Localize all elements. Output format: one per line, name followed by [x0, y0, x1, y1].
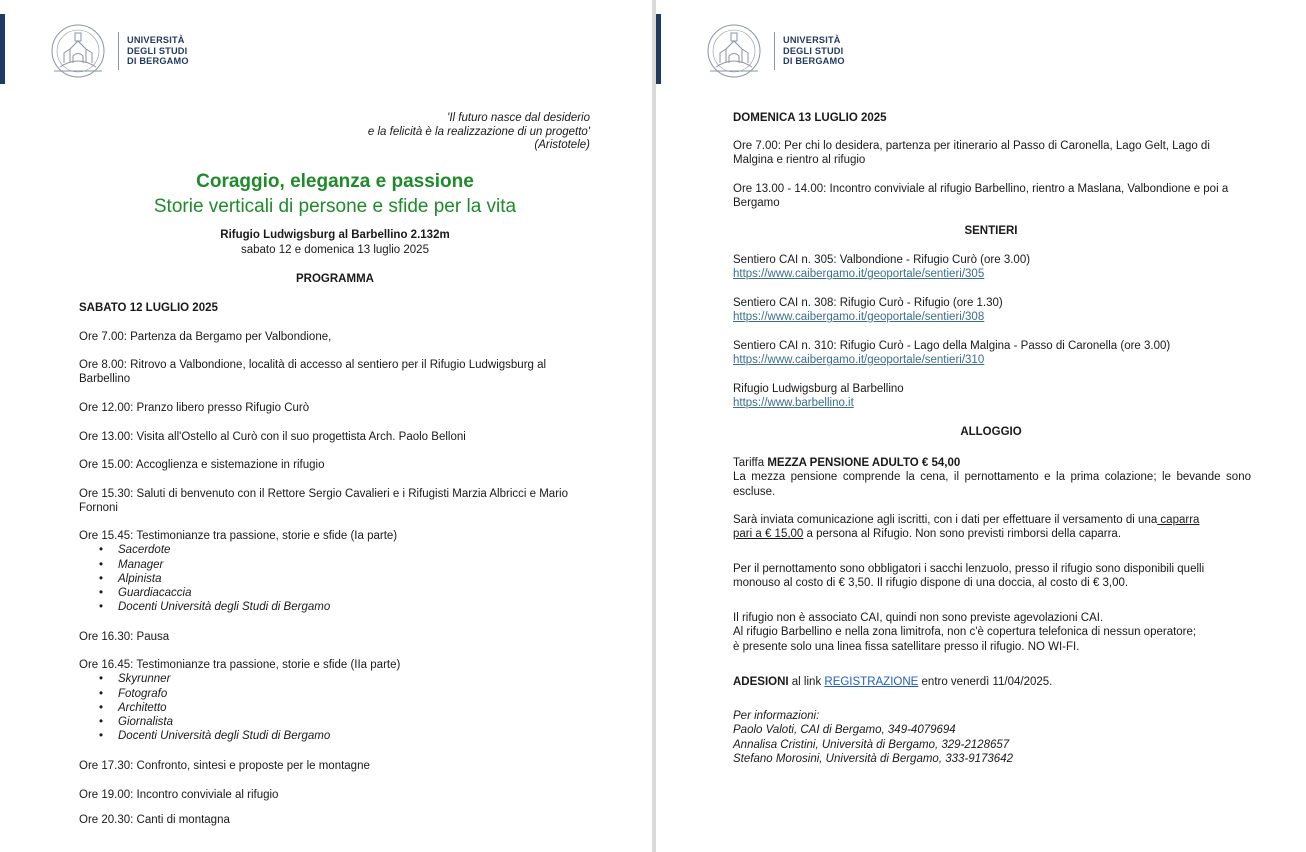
schedule-item: Ore 7.00: Per chi lo desidera, partenza per itinerario al Passo di Caronella, Lago Gelt, Lago di Malgina e rientro al rifugio	[733, 140, 1210, 167]
rifugio-entry	[733, 382, 1251, 411]
tariffa-block	[733, 456, 1251, 499]
list-item: • Docenti Università degli Studi di Bergamo	[79, 729, 599, 743]
contact-info	[733, 709, 1251, 766]
cai-line-1: Il rifugio non è associato CAI, quindi non sono previste agevolazioni CAI.	[733, 612, 1104, 624]
schedule-item: Ore 7.00: Partenza da Bergamo per Valbondione,	[79, 331, 332, 343]
adesioni-deadline: entro venerdì 11/04/2025.	[918, 676, 1053, 688]
adesioni-mid: al link	[788, 676, 825, 688]
page-edge-bar	[656, 14, 661, 84]
lenzuolo-text: Per il pernottamento sono obbligatori i sacchi lenzuolo, presso il rifugio sono disponibili quelli monouso al costo di € 3,50. Il rifugio dispone di una doccia, al costo di € 3,00.	[733, 563, 1205, 590]
schedule-item: Ore 19.00: Incontro conviviale al rifugio	[79, 789, 279, 801]
schedule-item: Ore 15.00: Accoglienza e sistemazione in rifugio	[79, 459, 325, 471]
logo-line-3: DI BERGAMO	[783, 56, 845, 67]
programma-heading: PROGRAMMA	[296, 273, 374, 285]
cai-line-2: Al rifugio Barbellino e nella zona limitrofa, non c'è copertura telefonica di nessun operatore;	[733, 626, 1197, 639]
caparra-underline-1: caparra	[1157, 514, 1200, 526]
contact-heading: Per informazioni:	[733, 710, 820, 722]
list-item: • Fotografo	[79, 687, 599, 701]
speakers-list-2	[79, 672, 599, 743]
caparra-text-b: a persona al Rifugio. Non sono previsti rimborsi della caparra.	[803, 528, 1122, 541]
speakers-list-1	[79, 543, 599, 614]
caparra-underline-2: pari a € 15,00	[733, 528, 804, 541]
document-page-left	[0, 0, 652, 852]
trail-entry	[733, 296, 1251, 325]
aristotle-quote	[368, 112, 590, 153]
contact-person: Stefano Morosini, Università di Bergamo, 333-9173642	[733, 752, 1013, 765]
schedule-item: Ore 15.30: Saluti di benvenuto con il Rettore Sergio Cavalieri e i Rifugisti Marzia Albricci e Mario Fornoni	[79, 488, 568, 515]
saturday-heading: SABATO 12 LUGLIO 2025	[79, 302, 218, 314]
tariffa-prefix: Tariffa	[733, 457, 768, 469]
list-item: • Alpinista	[79, 572, 599, 586]
university-logo	[46, 23, 189, 79]
schedule-item: Ore 17.30: Confronto, sintesi e proposte per le montagne	[79, 760, 370, 772]
list-item: • Architetto	[79, 701, 599, 715]
event-dates: sabato 12 e domenica 13 luglio 2025	[241, 244, 429, 256]
schedule-item: Ore 13.00: Visita all'Ostello al Curò con il suo progettista Arch. Paolo Belloni	[79, 431, 466, 443]
university-seal-icon	[702, 23, 766, 79]
quote-author: (Aristotele)	[534, 139, 590, 151]
caparra-text-a: Sarà inviata comunicazione agli iscritti, con i dati per effettuare il versamento di una	[733, 514, 1158, 526]
trail-link[interactable]: https://www.caibergamo.it/geoportale/sentieri/305	[733, 268, 985, 281]
cai-notice	[733, 611, 1251, 654]
list-item: • Giornalista	[79, 715, 599, 729]
logo-line-1: UNIVERSITÀ	[127, 35, 185, 46]
contact-person: Annalisa Cristini, Università di Bergamo, 329-2128657	[733, 738, 1010, 751]
trail-link[interactable]: https://www.caibergamo.it/geoportale/sentieri/310	[733, 354, 985, 367]
cai-line-3: è presente solo una linea fissa satellitare presso il rifugio. NO WI-FI.	[733, 640, 1080, 653]
logo-line-2: DEGLI STUDI	[783, 45, 844, 56]
testimonianze-part-1	[79, 529, 599, 615]
tariffa-price: MEZZA PENSIONE ADULTO € 54,00	[767, 457, 961, 469]
event-venue: Rifugio Ludwigsburg al Barbellino 2.132m	[220, 229, 450, 241]
list-item: • Guardiacaccia	[79, 586, 599, 600]
rifugio-name: Rifugio Ludwigsburg al Barbellino	[733, 383, 904, 395]
logo-line-3: DI BERGAMO	[127, 56, 189, 67]
testimonianze-part-1-title: Ore 15.45: Testimonianze tra passione, storie e sfide (Ia parte)	[79, 530, 398, 542]
list-item: • Docenti Università degli Studi di Bergamo	[79, 600, 599, 614]
trail-entry	[733, 253, 1251, 282]
list-item: • Skyrunner	[79, 672, 599, 686]
caparra-text	[733, 513, 1251, 542]
event-title: Coraggio, eleganza e passione	[196, 171, 474, 192]
trail-description: Sentiero CAI n. 308: Rifugio Curò - Rifugio (ore 1.30)	[733, 297, 1003, 309]
schedule-item: Ore 8.00: Ritrovo a Valbondione, località di accesso al sentiero per il Rifugio Ludwigsburg al Barbellino	[79, 359, 547, 386]
alloggio-heading: ALLOGGIO	[960, 426, 1022, 438]
trail-link[interactable]: https://www.caibergamo.it/geoportale/sentieri/308	[733, 311, 985, 324]
mezza-pensione-text: La mezza pensione comprende la cena, il pernottamento e la prima colazione; le bevande sono escluse.	[733, 471, 1251, 498]
page-edge-bar	[0, 14, 5, 84]
university-seal-icon	[46, 23, 110, 79]
sentieri-heading: SENTIERI	[964, 225, 1018, 237]
testimonianze-part-2	[79, 658, 599, 744]
rifugio-link[interactable]: https://www.barbellino.it	[733, 397, 854, 410]
university-logo	[702, 23, 845, 79]
document-page-right	[656, 0, 1306, 852]
registrazione-link[interactable]: REGISTRAZIONE	[824, 676, 919, 688]
quote-line-1: 'Il futuro nasce dal desiderio	[447, 112, 590, 124]
contact-person: Paolo Valoti, CAI di Bergamo, 349-4079694	[733, 724, 956, 737]
list-item: • Sacerdote	[79, 543, 599, 557]
testimonianze-part-2-title: Ore 16.45: Testimonianze tra passione, storie e sfide (IIa parte)	[79, 659, 401, 671]
schedule-item: Ore 20.30: Canti di montagna	[79, 814, 230, 826]
trail-description: Sentiero CAI n. 305: Valbondione - Rifugio Curò (ore 3.00)	[733, 254, 1031, 266]
quote-line-2: e la felicità è la realizzazione di un progetto'	[367, 125, 590, 138]
schedule-item: Ore 12.00: Pranzo libero presso Rifugio Curò	[79, 402, 310, 414]
trail-entry	[733, 339, 1251, 368]
logo-wordmark	[127, 35, 189, 67]
logo-separator	[774, 32, 775, 70]
trail-description: Sentiero CAI n. 310: Rifugio Curò - Lago della Malgina - Passo di Caronella (ore 3.00)	[733, 340, 1171, 352]
logo-line-1: UNIVERSITÀ	[783, 35, 841, 46]
sunday-heading: DOMENICA 13 LUGLIO 2025	[733, 112, 887, 124]
adesioni-label: ADESIONI	[733, 676, 789, 688]
logo-line-2: DEGLI STUDI	[127, 45, 188, 56]
schedule-item: Ore 13.00 - 14.00: Incontro conviviale al rifugio Barbellino, rientro a Maslana, Valbondione e poi a Bergamo	[733, 183, 1229, 210]
adesioni-line	[733, 675, 1251, 689]
list-item: • Manager	[79, 558, 599, 572]
schedule-item: Ore 16.30: Pausa	[79, 631, 170, 643]
event-subtitle: Storie verticali di persone e sfide per la vita	[153, 196, 517, 217]
logo-separator	[118, 32, 119, 70]
logo-wordmark	[783, 35, 845, 67]
